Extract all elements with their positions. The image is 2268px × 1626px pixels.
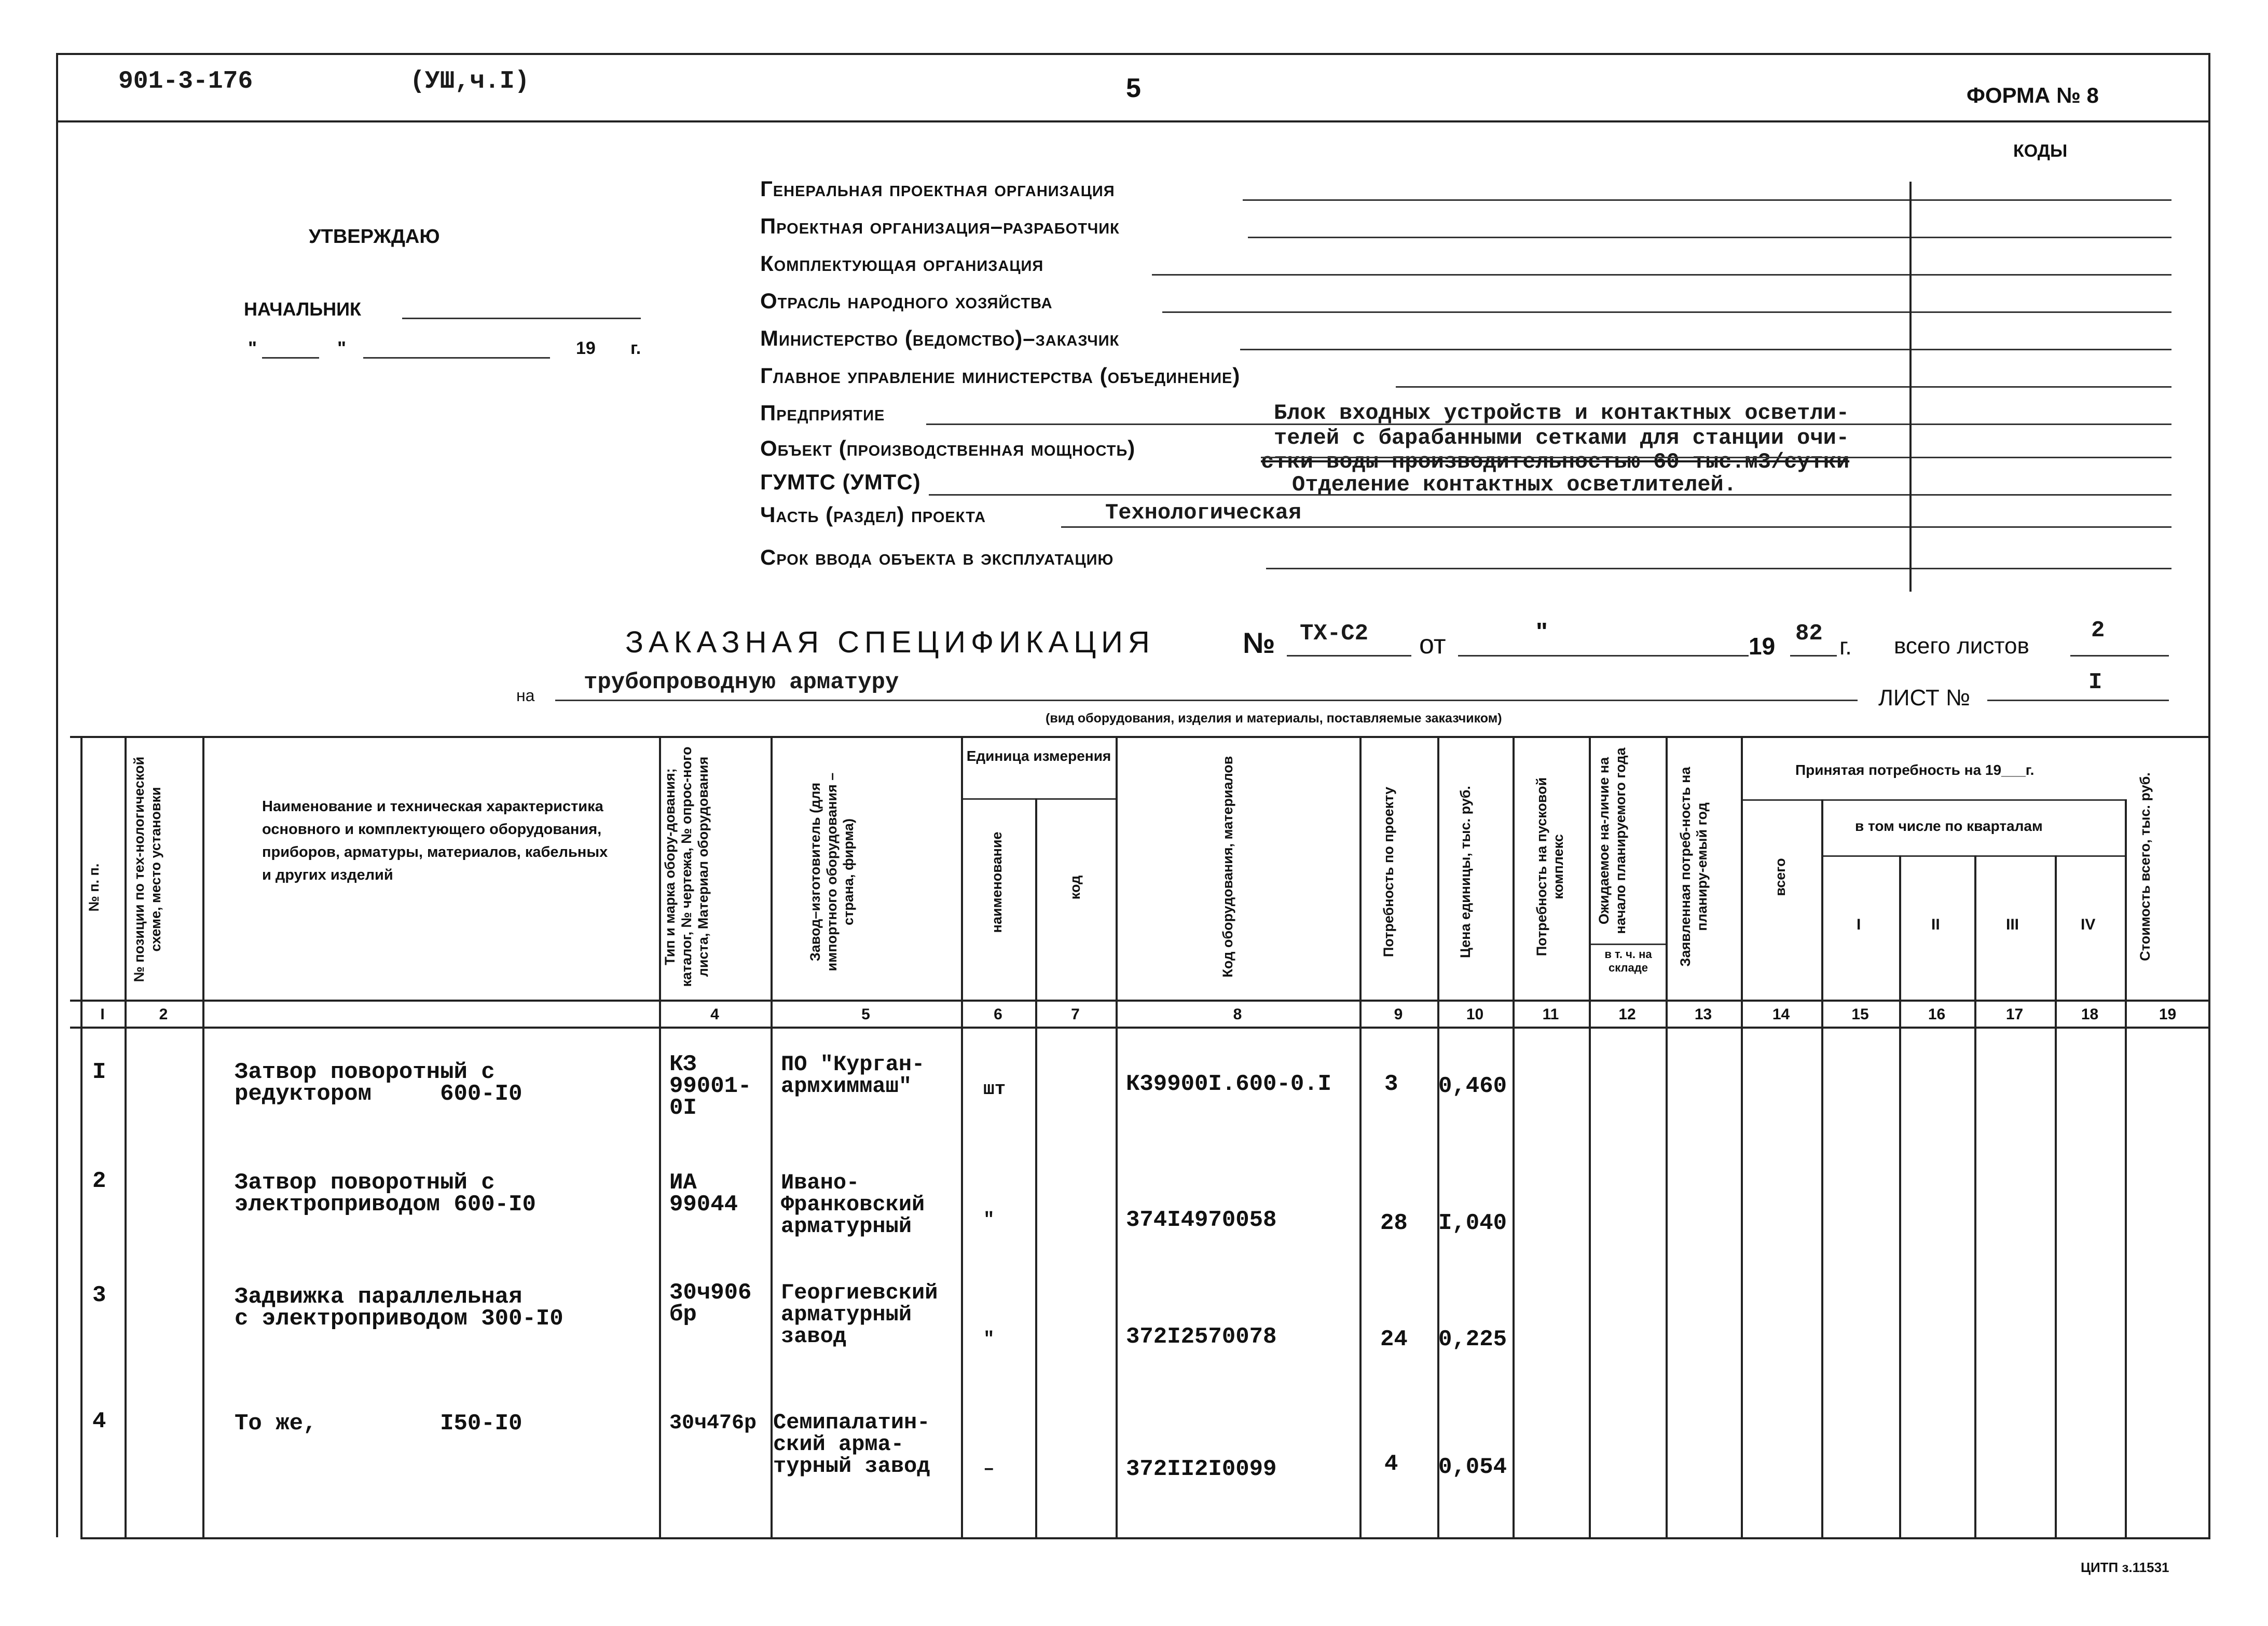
col-divider-3 xyxy=(202,736,204,1538)
row-type: 30ч476р xyxy=(669,1412,757,1435)
spec-total-sheets-label: всего листов xyxy=(1894,633,2029,659)
row-name: То же, I50-I0 xyxy=(235,1411,523,1437)
header-q2: II xyxy=(1931,916,1940,933)
field-general-org-line xyxy=(1243,199,2171,201)
row-name: Затвор поворотный с электроприводом 600-I0 xyxy=(235,1170,536,1218)
field-supply-org-line xyxy=(1152,274,2171,276)
col-divider-6 xyxy=(961,736,963,1538)
col-divider-10 xyxy=(1437,736,1439,1538)
spec-year-line xyxy=(1790,655,1837,657)
field-ministry-line xyxy=(1240,349,2171,350)
header-q1: I xyxy=(1857,916,1861,933)
header-total: всего xyxy=(1772,858,1788,896)
approve-label: УТВЕРЖДАЮ xyxy=(309,226,440,248)
field-main-directorate: Главное управление министерства (объединение) xyxy=(760,363,1241,388)
spec-subject-line xyxy=(555,700,1858,701)
colnum-15: 15 xyxy=(1851,1006,1869,1023)
col-divider-17 xyxy=(1974,855,1976,1538)
codes-column-divider xyxy=(1909,182,1912,592)
col-divider-18 xyxy=(2055,855,2057,1538)
spec-date-quote: " xyxy=(1536,618,1548,646)
doc-code: 901-3-176 xyxy=(118,67,253,95)
field-project-part-line xyxy=(1061,526,2171,528)
spec-total-sheets-line xyxy=(2070,655,2169,657)
outer-left-border xyxy=(56,53,58,1537)
row-qty: 24 xyxy=(1380,1327,1408,1352)
header-item-code: Код оборудования, материалов xyxy=(1220,756,1235,978)
col-divider-15 xyxy=(1821,799,1823,1538)
col-divider-13 xyxy=(1666,736,1668,1538)
col-divider-8 xyxy=(1116,736,1118,1538)
spec-from-label: от xyxy=(1419,630,1446,660)
row-price: 0,460 xyxy=(1438,1073,1507,1099)
field-design-org: Проектная организация–разработчик xyxy=(760,214,1120,238)
spec-total-sheets-value: 2 xyxy=(2091,618,2105,644)
col-divider-1 xyxy=(80,736,83,1538)
spec-number-label: № xyxy=(1243,626,1275,659)
field-commission-date-line xyxy=(1266,568,2171,569)
field-object: Объект (производственная мощность) xyxy=(760,436,1136,460)
col-divider-19 xyxy=(2125,799,2127,1538)
row-code: 372I2570078 xyxy=(1126,1324,1277,1350)
table-top-border xyxy=(70,736,2210,738)
spec-subject-caption: (вид оборудования, изделия и материалы, поставляемые заказчиком) xyxy=(1046,711,1502,726)
row-number: 4 xyxy=(92,1409,106,1434)
row-number: 3 xyxy=(92,1282,106,1308)
col-divider-4 xyxy=(659,736,661,1538)
colnum-bottom-rule xyxy=(70,1027,2210,1029)
header-q4: IV xyxy=(2081,916,2096,933)
field-gumts-line xyxy=(929,494,2171,496)
colnum-2: 2 xyxy=(159,1006,168,1023)
row-price: 0,225 xyxy=(1438,1327,1507,1352)
header-expected-stock: Ожидаемое на-личие на начало планируемого года xyxy=(1596,747,1628,934)
col-divider-7 xyxy=(1035,798,1037,1538)
colnum-14: 14 xyxy=(1772,1006,1790,1023)
colnum-10: 10 xyxy=(1466,1006,1484,1023)
col-divider-12 xyxy=(1589,736,1591,1538)
spec-subject: трубопроводную арматуру xyxy=(584,669,899,695)
row-unit: " xyxy=(983,1209,995,1231)
spec-year-value: 82 xyxy=(1795,621,1823,647)
row-type: ИА 99044 xyxy=(669,1170,738,1218)
header-unit-price: Цена единицы, тыс. руб. xyxy=(1458,786,1473,958)
spec-number-line xyxy=(1287,655,1411,657)
form-label: ФОРМА № 8 xyxy=(1967,83,2099,107)
spec-sheet-value: I xyxy=(2088,669,2102,695)
field-general-org: Генеральная проектная организация xyxy=(760,176,1115,201)
col-divider-9 xyxy=(1359,736,1362,1538)
colnum-12: 12 xyxy=(1618,1006,1636,1023)
field-main-directorate-line xyxy=(1396,386,2171,388)
header-quarter-group: в том числе по кварталам xyxy=(1855,818,2043,834)
colnum-4: 4 xyxy=(710,1006,719,1023)
accepted-group-divider xyxy=(1741,799,2125,801)
header-stock-sub: в т. ч. на складе xyxy=(1604,948,1652,974)
field-industry: Отрасль народного хозяйства xyxy=(760,289,1053,313)
spec-year-prefix: 19 xyxy=(1749,633,1776,660)
col-divider-16 xyxy=(1899,855,1901,1538)
spec-sheet-label: ЛИСТ № xyxy=(1878,685,1971,710)
page-number: 5 xyxy=(1126,73,1141,103)
quarter-group-divider xyxy=(1821,855,2125,857)
colnum-17: 17 xyxy=(2005,1006,2024,1023)
colnum-11: 11 xyxy=(1542,1006,1559,1023)
row-name: Задвижка параллельная с электроприводом 300-I0 xyxy=(235,1284,563,1332)
col-divider-11 xyxy=(1513,736,1515,1538)
colnum-5: 5 xyxy=(861,1006,870,1023)
row-maker: Георгиевский арматурный завод xyxy=(781,1280,938,1349)
header-bottom-border xyxy=(56,120,2210,122)
colnum-18: 18 xyxy=(2081,1006,2099,1023)
header-maker: Завод–изготовитель (для импортного оборудования –страна, фирма) xyxy=(807,772,856,972)
colnum-16: 16 xyxy=(1928,1006,1946,1023)
row-qty: 4 xyxy=(1384,1451,1398,1477)
header-declared-need: Заявленная потреб-ность на планиру-емый год xyxy=(1678,767,1710,967)
field-object-line xyxy=(1261,457,2171,458)
colnum-9: 9 xyxy=(1394,1006,1403,1023)
header-project-need: Потребность по проекту xyxy=(1381,786,1396,958)
field-industry-line xyxy=(1162,311,2171,313)
colnum-8: 8 xyxy=(1233,1006,1242,1023)
colnum-3 xyxy=(202,1006,659,1027)
colnum-6: 6 xyxy=(994,1006,1002,1023)
field-object-value-1: телей с барабанными сетками для станции очи- xyxy=(1274,426,1849,450)
header-unit-name: наименование xyxy=(989,831,1005,933)
row-number: 2 xyxy=(92,1168,106,1194)
print-mark: ЦИТП з.11531 xyxy=(2081,1560,2169,1575)
spec-title: ЗАКАЗНАЯ СПЕЦИФИКАЦИЯ xyxy=(625,625,1155,659)
stock-sub-divider xyxy=(1589,944,1667,945)
header-row-number: № п. п. xyxy=(86,863,102,912)
row-number: I xyxy=(92,1059,106,1085)
header-unit-code: код xyxy=(1067,875,1083,900)
row-unit: шт xyxy=(983,1078,1006,1100)
spec-on-label: на xyxy=(516,686,535,705)
row-qty: 3 xyxy=(1384,1071,1398,1097)
table-bottom-border xyxy=(80,1537,2210,1539)
field-enterprise-value: Блок входных устройств и контактных осветли- xyxy=(1274,401,1849,426)
row-unit: – xyxy=(983,1458,995,1480)
date-year-prefix: 19 xyxy=(576,338,596,358)
date-month-line xyxy=(363,357,550,359)
header-q3: III xyxy=(2006,916,2019,933)
date-quote-close: " xyxy=(337,337,347,359)
field-supply-org: Комплектующая организация xyxy=(760,251,1044,276)
col-divider-2 xyxy=(125,736,127,1538)
row-code: 372II2I0099 xyxy=(1126,1456,1277,1482)
field-commission-date: Срок ввода объекта в эксплуатацию xyxy=(760,545,1114,569)
header-type: Тип и марка обору-дования; каталог, № чертежа, № опрос-ного листа, Материал оборудования xyxy=(662,746,711,987)
header-bottom-rule xyxy=(70,1000,2210,1002)
field-project-part: Часть (раздел) проекта xyxy=(760,502,986,527)
row-name: Затвор поворотный с редуктором 600-I0 xyxy=(235,1059,523,1107)
outer-right-border xyxy=(2208,53,2210,1537)
header-unit-group: Единица измерения xyxy=(966,748,1111,764)
row-maker: Семипалатин- ский арма- турный завод xyxy=(773,1410,930,1479)
header-position: № позиции по тех-нологической схеме, место установки xyxy=(131,756,163,982)
field-gumts-value: Отделение контактных осветлителей. xyxy=(1292,472,1737,497)
chief-label: НАЧАЛЬНИК xyxy=(244,298,361,320)
row-code: К39900I.600-0.I xyxy=(1126,1071,1332,1097)
field-enterprise: Предприятие xyxy=(760,401,885,425)
spec-number-value: ТХ-С2 xyxy=(1300,621,1369,647)
date-year-suffix: г. xyxy=(630,338,641,358)
field-design-org-line xyxy=(1248,237,2171,238)
row-price: 0,054 xyxy=(1438,1454,1507,1480)
chief-signature-line xyxy=(402,318,641,319)
row-type: 30ч906 бр xyxy=(669,1280,752,1328)
field-object-value-2: стки воды производительностью 60 тыс.м3/сутки xyxy=(1261,449,1850,474)
header-name: Наименование и техническая характеристика основного и комплектующего оборудования, приборов, арматуры, материалов, кабельных и других изделий xyxy=(262,798,608,883)
field-enterprise-line xyxy=(926,423,2171,425)
colnum-1: I xyxy=(100,1006,105,1023)
field-ministry: Министерство (ведомство)–заказчик xyxy=(760,326,1120,350)
header-startup-need: Потребность на пусковой комплекс xyxy=(1534,777,1566,957)
doc-volume: (УШ,ч.I) xyxy=(410,67,530,95)
spec-date-line xyxy=(1458,655,1749,657)
date-day-line xyxy=(262,357,319,359)
row-code: 374I4970058 xyxy=(1126,1207,1277,1233)
col-divider-5 xyxy=(771,736,773,1538)
row-maker: Ивано- Франковский арматурный xyxy=(781,1170,925,1239)
spec-sheet-line xyxy=(1987,700,2169,701)
col-divider-14 xyxy=(1741,736,1743,1538)
field-project-part-value: Технологическая xyxy=(1105,500,1302,525)
colnum-7: 7 xyxy=(1071,1006,1080,1023)
date-quote-open: " xyxy=(248,337,257,359)
unit-group-divider xyxy=(961,798,1117,800)
header-accepted-group: Принятая потребность на 19___г. xyxy=(1795,762,2035,778)
row-qty: 28 xyxy=(1380,1210,1408,1236)
field-gumts: ГУМТС (УМТС) xyxy=(760,470,921,494)
codes-label: КОДЫ xyxy=(2013,141,2068,161)
row-type: КЗ 99001- 0I xyxy=(669,1051,752,1121)
colnum-13: 13 xyxy=(1694,1006,1712,1023)
colnum-19: 19 xyxy=(2159,1006,2177,1023)
row-maker: ПО "Курган- армхиммаш" xyxy=(781,1052,925,1099)
spec-year-suffix: г. xyxy=(1839,633,1852,660)
outer-top-border xyxy=(56,53,2210,55)
row-price: I,040 xyxy=(1438,1210,1507,1236)
header-cost: Стоимость всего, тыс. руб. xyxy=(2137,772,2153,961)
row-unit: " xyxy=(983,1329,995,1350)
